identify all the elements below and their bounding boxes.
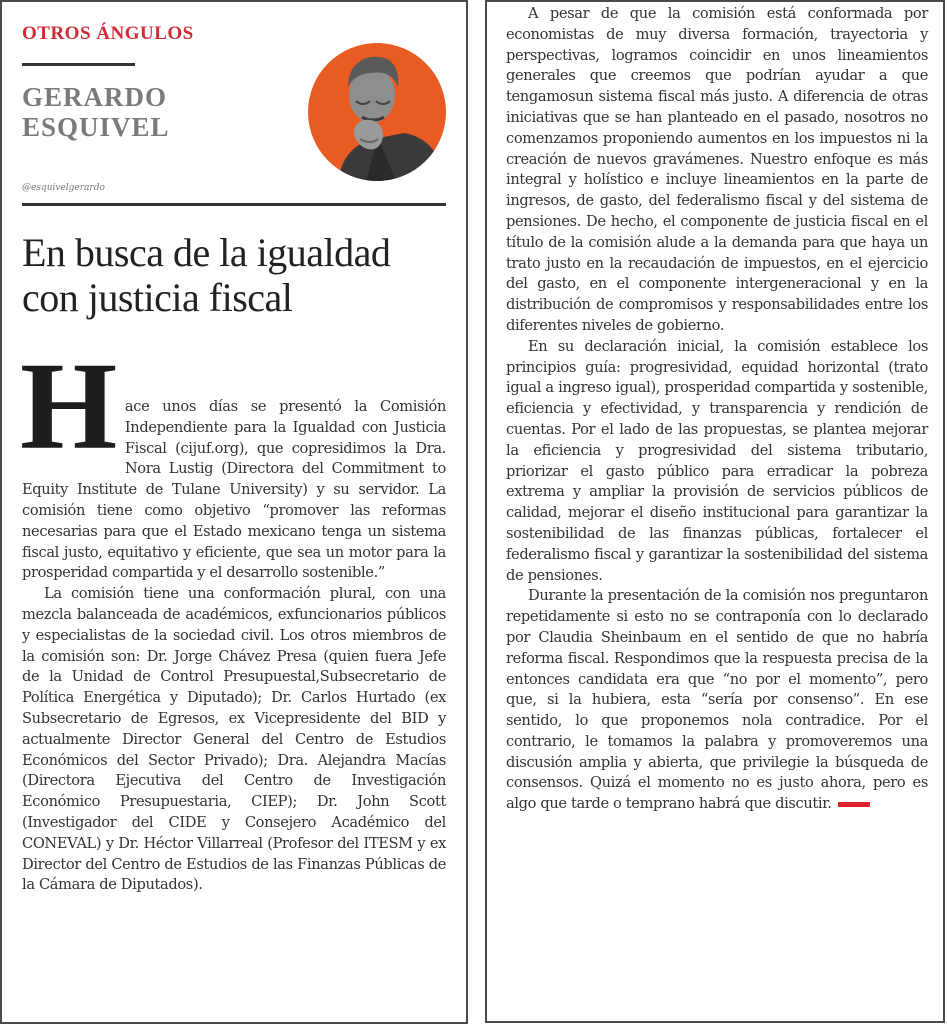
section-divider: [22, 63, 135, 66]
left-column: [0, 0, 468, 1024]
paragraph-3: A pesar de que la comisión está conformada por economistas de muy diversa formación, trayectoria y perspectivas, logramos coincidir en unos lineamientos generales que creemos que podrían ayudar a que tengamosun sistema fiscal más justo. A diferencia de otras iniciativas que se han planteado en el pasado, nosotros no comenzamos proponiendo aumentos en los impuestos ni la creación de nuevos gravámenes. Nuestro enfoque es más integral y holístico e incluye lineamientos en la parte de ingresos, de gasto, del federalismo fiscal y del sistema de pensiones. De hecho, el componente de justicia fiscal en el título de la comisión alude a la demanda para que haya un trato justo en la recaudación de impuestos, en el ejercicio del gasto, en el componente intergeneracional y en la distribución de compromisos y responsabilidades entre los diferentes niveles de gobierno.: [506, 5, 928, 334]
author-last-name: ESQUIVEL: [22, 112, 170, 142]
article-body-left: [20, 338, 446, 896]
end-mark-icon: [838, 802, 870, 807]
header-divider: [22, 203, 446, 206]
headline: En busca de la igualdad con justicia fiscal: [22, 230, 391, 320]
paragraph-5: [506, 586, 928, 815]
drop-cap: H: [20, 338, 117, 476]
author-portrait: [308, 43, 446, 181]
paragraph-2: La comisión tiene una conformación plural, con una mezcla balanceada de académicos, exfuncionarios públicos y especialistas de la sociedad civil. Los otros miembros de la comisión son: Dr. Jorge Chávez Presa (quien fuera Jefe de la Unidad de Control Presupuestal,Subsecretario de Política Energética y Diputado); Dr. Carlos Hurtado (ex Subsecretario de Egresos, ex Vicepresidente del BID y actualmente Director General del Centro de Estudios Económicos del Sector Privado); Dra. Alejandra Macías (Directora Ejecutiva del Centro de Investigación Económico Presupuestaria, CIEP); Dr. John Scott (Investigador del CIDE y Consejero Académico del CONEVAL) y Dr. Héctor Villarreal (Profesor del ITESM y ex Director del Centro de Estudios de las Finanzas Públicas de la Cámara de Diputados).: [22, 585, 446, 894]
author-first-name: GERARDO: [22, 82, 168, 112]
paragraph-5-text: Durante la presentación de la comisión nos preguntaron repetidamente si esto no se contraponía con lo declarado por Claudia Sheinbaum en el sentido de que no habría reforma fiscal. Respondimos que la respuesta precisa de la entonces candidata era que “no por el momento”, pero que, si la hubiera, esta “sería por consenso”. En ese sentido, lo que proponemos nola contradice. Por el contrario, le tomamos la palabra y promoveremos una discusión amplia y abierta, que privilegie la búsqueda de consensos. Quizá el momento no es justo ahora, pero es algo que tarde o temprano habrá que discutir.: [506, 587, 928, 813]
author-photo-icon: [308, 43, 446, 181]
article-body-right: [506, 4, 928, 815]
paragraph-4: En su declaración inicial, la comisión establece los principios guía: progresividad, equidad horizontal (trato igual a ingreso igual), prosperidad compartida y sostenible, eficiencia y efectividad, y transparencia y rendición de cuentas. Por el lado de las propuestas, se plantea mejorar la eficiencia y progresividad del sistema tributario, priorizar el gasto público para erradicar la pobreza extrema y ampliar la provisión de servicios públicos de calidad, mejorar el diseño institucional para garantizar la sostenibilidad de las finanzas públicas, fortalecer el federalismo fiscal y garantizar la sostenibilidad del sistema de pensiones.: [506, 337, 928, 584]
paragraph-1-text: ace unos días se presentó la Comisión Independiente para la Igualdad con Justicia Fiscal (cijuf.org), que copresidimos la Dra. Nora Lustig (Directora del Commitment to Equity Institute de Tulane University) y su servidor. La comisión tiene como objetivo “promover las reformas necesarias para que el Estado mexicano tenga un sistema fiscal justo, equitativo y eficiente, que sea un motor para la prosperidad compartida y el desarrollo sostenible.”: [22, 398, 446, 582]
author-handle[interactable]: @esquivelgerardo: [22, 183, 105, 193]
right-column: [485, 0, 945, 1023]
section-label: OTROS ÁNGULOS: [22, 23, 194, 44]
paragraph-1: [20, 338, 446, 584]
author-name: [22, 82, 170, 142]
